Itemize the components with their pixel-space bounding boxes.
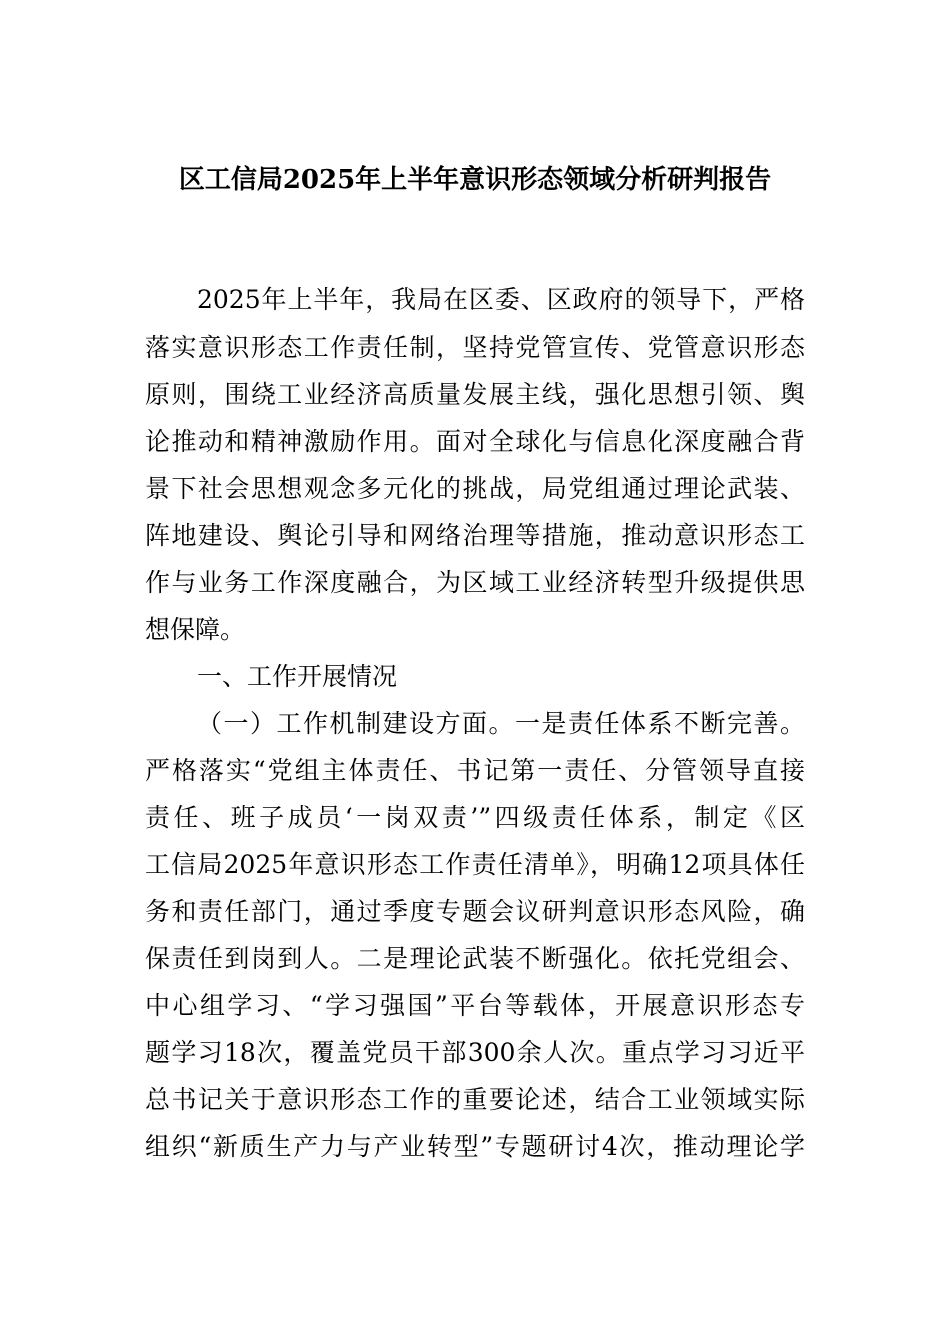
paragraph-line: 中心组学习、“学习强国”平台等载体，开展意识形态专 xyxy=(145,991,805,1020)
paragraph-line: 责任、班子成员‘一岗双责’”四级责任体系，制定《区 xyxy=(145,803,805,832)
document-title: 区工信局2025年上半年意识形态领域分析研判报告 xyxy=(178,165,772,195)
paragraph-line: 阵地建设、舆论引导和网络治理等措施，推动意识形态工 xyxy=(145,521,805,550)
paragraph-line: 落实意识形态工作责任制，坚持党管宣传、党管意识形态 xyxy=(145,333,805,362)
section-heading: 一、工作开展情况 xyxy=(197,662,398,691)
paragraph-line: 总书记关于意识形态工作的重要论述，结合工业领域实际 xyxy=(145,1085,805,1114)
paragraph-line: 作与业务工作深度融合，为区域工业经济转型升级提供思 xyxy=(145,568,805,597)
paragraph-line: 保责任到岗到人。二是理论武装不断强化。依托党组会、 xyxy=(145,944,805,973)
paragraph-line: 想保障。 xyxy=(145,615,246,644)
paragraph-line: 2025年上半年，我局在区委、区政府的领导下，严格 xyxy=(197,285,805,314)
paragraph-line: 务和责任部门，通过季度专题会议研判意识形态风险，确 xyxy=(145,897,805,926)
paragraph-line: 景下社会思想观念多元化的挑战，局党组通过理论武装、 xyxy=(145,474,805,503)
paragraph-line: 工信局2025年意识形态工作责任清单》，明确12项具体任 xyxy=(145,850,805,879)
paragraph-line: 原则，围绕工业经济高质量发展主线，强化思想引领、舆 xyxy=(145,380,805,409)
paragraph-line: 组织“新质生产力与产业转型”专题研讨4次，推动理论学 xyxy=(145,1132,805,1161)
paragraph-line: 论推动和精神激励作用。面对全球化与信息化深度融合背 xyxy=(145,427,805,456)
paragraph-line: 严格落实“党组主体责任、书记第一责任、分管领导直接 xyxy=(145,756,805,785)
paragraph-line: 题学习18次，覆盖党员干部300余人次。重点学习习近平 xyxy=(145,1038,805,1067)
paragraph-line: （一）工作机制建设方面。一是责任体系不断完善。 xyxy=(197,709,805,738)
